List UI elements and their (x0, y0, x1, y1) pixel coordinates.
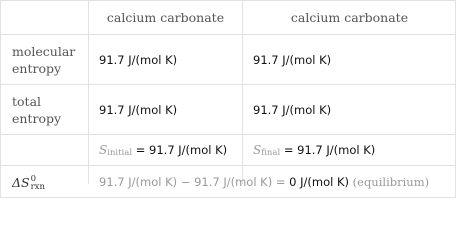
row-label-text: total entropy (12, 93, 62, 126)
equals-sign: = (280, 143, 298, 157)
value-text: 91.7 J/(mol K) (149, 143, 228, 157)
value-text: 91.7 J/(mol K) (253, 102, 332, 117)
total-entropy-product (243, 85, 456, 134)
value-text: 91.7 J/(mol K) (253, 52, 332, 67)
row-label-molecular-entropy (0, 35, 88, 84)
molecular-entropy-product (243, 35, 456, 84)
equilibrium-note: (equilibrium) (349, 175, 430, 189)
entropy-subscript: initial (107, 148, 133, 158)
delta-s-rxn-label (0, 166, 88, 198)
delta-s-rxn-expression (89, 166, 456, 198)
equals-sign: = (132, 143, 150, 157)
column-header-reactant (89, 1, 242, 34)
column-header-label: calcium carbonate (290, 10, 409, 25)
value-text: 91.7 J/(mol K) (297, 143, 376, 157)
delta-s-result: 0 J/(mol K) (289, 175, 349, 189)
column-header-label: calcium carbonate (106, 10, 225, 25)
total-entropy-reactant (89, 85, 242, 134)
column-header-product (243, 1, 456, 34)
entropy-symbol: S (253, 143, 262, 157)
delta-s-expression: 91.7 J/(mol K) − 91.7 J/(mol K) = (99, 175, 290, 189)
final-entropy (243, 135, 456, 165)
row-label-total-entropy (0, 85, 88, 134)
initial-entropy (89, 135, 242, 165)
entropy-symbol: S (99, 143, 108, 157)
row-label-text: molecular entropy (12, 43, 76, 76)
value-text: 91.7 J/(mol K) (99, 52, 178, 67)
molecular-entropy-reactant (89, 35, 242, 84)
value-text: 91.7 J/(mol K) (99, 102, 178, 117)
delta-s-superscript: 0 (30, 174, 37, 184)
delta-s-symbol: ΔS (12, 174, 30, 190)
entropy-subscript: final (261, 148, 281, 158)
delta-s-subscript: rxn (30, 182, 45, 192)
